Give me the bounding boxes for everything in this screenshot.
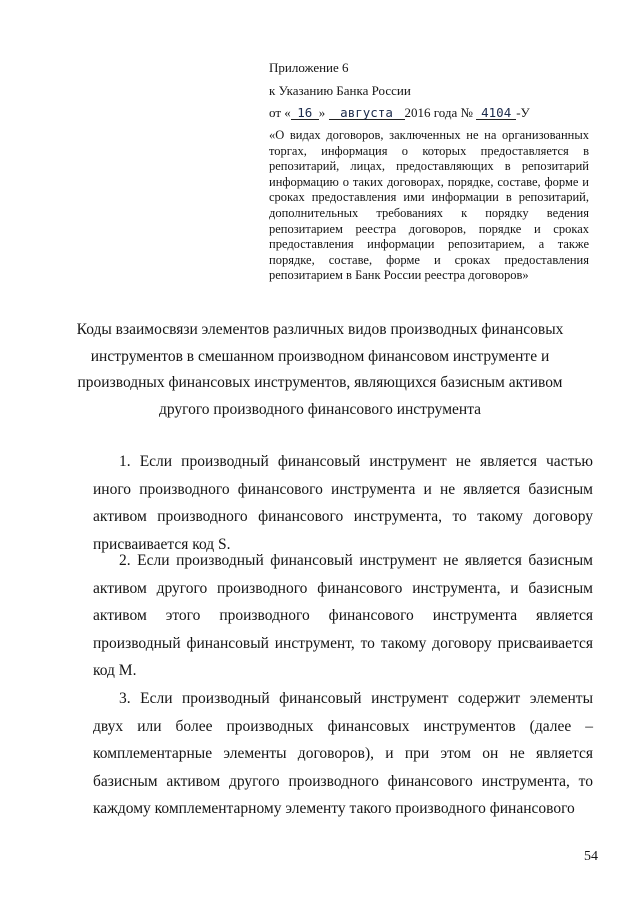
date-prefix: от «: [269, 105, 291, 120]
order-number-suffix: -У: [516, 105, 530, 120]
paragraph-3: 3. Если производный финансовый инструмент содержит элементы двух или более производных финансовых инструментов (далее – комплементарные элементы договоров), и при этом он не является базисным активом другого производного финансового инструмента, то каждому комплементарному элементу такого производного финансового: [93, 690, 593, 817]
appendix-order-ref: к Указанию Банка России: [269, 83, 411, 98]
page-number: 54: [584, 849, 598, 864]
order-number: 4104: [476, 106, 516, 120]
appendix-quote: «О видах договоров, заключенных не на организованных торгах, информация о которых предоставляется в репозитарий, лицах, предоставляющих в репозитарий информацию о таких договорах, порядке, составе, форме и сроках предоставления ими информации в репозитарий, дополнительных требованиях к порядку ведения репозитарием реестра договоров, порядке и сроках предоставления информации репозитарием, а также порядке, составе, форме и сроках предоставления репозитарием в Банк России реестра договоров»: [269, 128, 589, 283]
appendix-title: Приложение 6: [269, 60, 349, 75]
appendix-date-line: [269, 105, 530, 121]
date-year: 2016 года №: [404, 105, 473, 120]
section-heading: Коды взаимосвязи элементов различных видов производных финансовых инструментов в смешанном производном финансовом инструменте и производных финансовых инструментов, являющихся базисным активом другого производного финансового инструмента: [76, 321, 564, 418]
paragraph-1: 1. Если производный финансовый инструмент не является частью иного производного финансового инструмента и не является базисным активом производного финансового инструмента, то такому договору присваивается код S.: [93, 453, 593, 553]
paragraph-2: 2. Если производный финансовый инструмент не является базисным активом другого производного финансового инструмента, и базисным активом этого производного финансового инструмента является производный финансовый инструмент, то такому договору присваивается код М.: [93, 552, 593, 679]
date-mid: »: [318, 105, 326, 120]
date-month: августа: [329, 106, 405, 120]
date-day: 16: [291, 106, 319, 120]
